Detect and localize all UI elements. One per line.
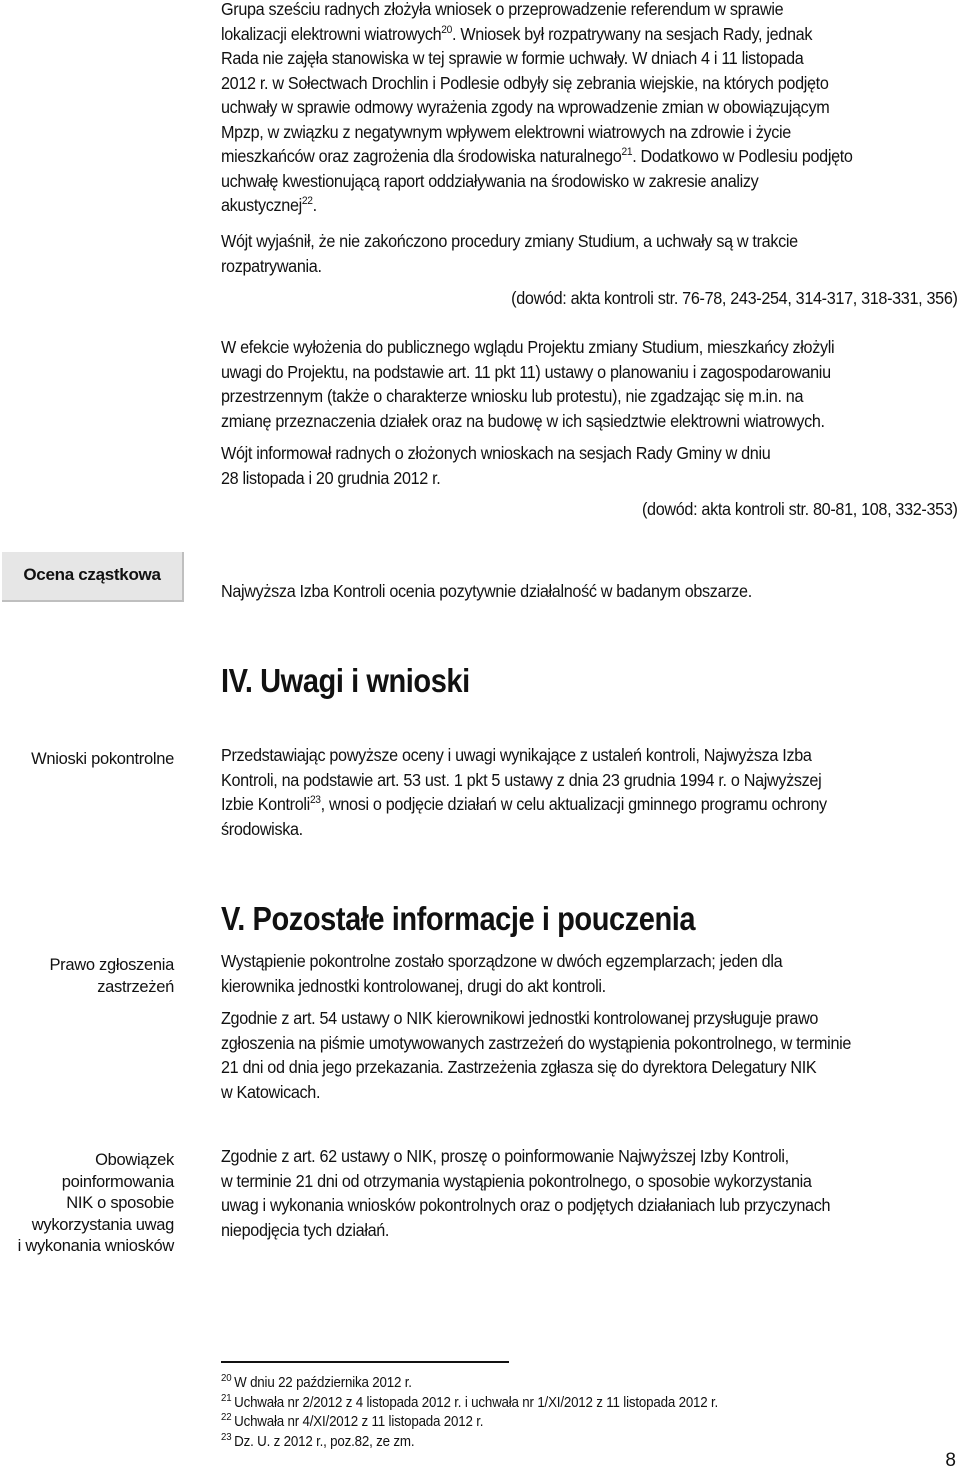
text-line: Izbie Kontroli$^{23}$, wnosi o podjęcie działań w celu aktualizacji gminnego programu ochrony (221, 794, 827, 814)
text-line: Kontroli, na podstawie art. 53 ust. 1 pkt 5 ustawy z dnia 23 grudnia 1994 r. o Najwyższej (221, 769, 822, 790)
text-line: środowiska. (221, 818, 303, 839)
text-line: uchwały w sprawie odmowy wyrażenia zgody na wprowadzenie zmian w obowiązującym (221, 97, 830, 117)
text-line: mieszkańców oraz zagrożenia dla środowiska naturalnego$^{21}$. Dodatkowo w Podlesiu podjęto (221, 146, 853, 166)
paragraph-zastrzezenia (221, 1006, 958, 1104)
paragraph-ocena (221, 579, 958, 604)
text-line: Wystąpienie pokontrolne zostało sporządzone w dwóch egzemplarzach; jeden dla (221, 951, 783, 971)
text-line: Najwyższa Izba Kontroli ocenia pozytywnie działalność w badanym obszarze. (221, 581, 752, 601)
evidence-reference (221, 497, 958, 522)
paragraph-wystapienie (221, 949, 958, 998)
text-line: Wójt wyjaśnił, że nie zakończono procedury zmiany Studium, a uchwały są w trakcie (221, 231, 798, 251)
text-line: uwagi do Projektu, na podstawie art. 11 pkt 11) ustawy o planowaniu i zagospodarowaniu (221, 361, 831, 382)
section-title-v: V. Pozostałe informacje i pouczenia (221, 900, 696, 937)
side-label-line: zastrzeżeń (97, 977, 174, 996)
footnote: $^{22}$ Uchwała nr 4/XI/2012 z 11 listopada 2012 r. (221, 1411, 484, 1431)
text-line: przestrzennym (także o charakterze wniosku lub protestu), nie zgadzając się m.in. na (221, 386, 804, 406)
footnote: $^{20}$ W dniu 22 października 2012 r. (221, 1372, 412, 1391)
footnotes (221, 1374, 718, 1452)
evidence-text: (dowód: akta kontroli str. 80-81, 108, 332-353) (641, 499, 958, 519)
side-label-line: NIK o sposobie (66, 1194, 174, 1212)
text-line: Rada nie zajęła stanowiska w tej sprawie w formie uchwały. W dniach 4 i 11 listopada (221, 48, 804, 68)
text-line: w Katowicach. (221, 1081, 321, 1102)
text-line: W efekcie wyłożenia do publicznego wglądu Projektu zmiany Studium, mieszkańcy złożyli (221, 337, 835, 357)
evidence-reference (221, 286, 958, 311)
text-line: Grupa sześciu radnych złożyła wniosek o przeprowadzenie referendum w sprawie (221, 0, 784, 19)
side-label-line: i wykonania wniosków (17, 1237, 174, 1255)
text-line: kierownika jednostki kontrolowanej, drugi do akt kontroli. (221, 975, 606, 996)
section-title-iv: IV. Uwagi i wnioski (221, 662, 470, 699)
text-line: Zgodnie z art. 62 ustawy o NIK, proszę o poinformowanie Najwyższej Izby Kontroli, (221, 1146, 789, 1166)
paragraph-wojt-info (221, 441, 958, 490)
text-line: 21 dni od dnia jego przekazania. Zastrzeżenia zgłasza się do dyrektora Delegatury NIK (221, 1057, 817, 1077)
text-line: uwag i wykonania wniosków pokontrolnych oraz o podjętych działaniach lub przyczynach (221, 1195, 831, 1215)
text-line: akustycznej$^{22}$. (221, 195, 317, 215)
text-line: 2012 r. w Sołectwach Drochlin i Podlesie odbyły się zebrania wiejskie, na których podjęto (221, 72, 829, 93)
footnote-separator (221, 1361, 509, 1363)
paragraph-effect (221, 335, 958, 433)
text-line: w terminie 21 dni od otrzymania wystąpienia pokontrolnego, o sposobie wykorzystania (221, 1170, 812, 1191)
footnote-ref: 22 (301, 195, 313, 208)
footnote-ref: 20 (441, 23, 453, 36)
footnote: $^{23}$ Dz. U. z 2012 r., poz.82, ze zm. (221, 1430, 415, 1450)
paragraph-wojt-explanation (221, 229, 958, 278)
text-line: lokalizacji elektrowni wiatrowych$^{20}$. Wniosek był rozpatrywany na sesjach Rady, jednak (221, 23, 813, 44)
footnote: $^{21}$ Uchwała nr 2/2012 z 4 listopada 2012 r. i uchwała nr 1/XI/2012 z 11 listopada 2012 r. (221, 1391, 719, 1411)
text-line: uchwałę kwestionującą raport oddziaływania na środowisko w zakresie analizy (221, 170, 759, 191)
text-line: Wójt informował radnych o złożonych wnioskach na sesjach Rady Gminy w dniu (221, 443, 771, 463)
paragraph-obowiazek (221, 1144, 958, 1242)
side-label-wnioski: Wnioski pokontrolne (31, 750, 174, 768)
side-label-line: Obowiązek (95, 1151, 174, 1169)
text-line: Zgodnie z art. 54 ustawy o NIK kierownikowi jednostki kontrolowanej przysługuje prawo (221, 1008, 819, 1028)
text-line: zgłoszenia na piśmie umotywowanych zastrzeżeń do wystąpienia pokontrolnego, w terminie (221, 1032, 852, 1053)
text-line: Mpzp, w związku z negatywnym wpływem elektrowni wiatrowych na zdrowie i życie (221, 121, 791, 142)
side-label-line: wykorzystania uwag (31, 1215, 174, 1234)
text-line: rozpatrywania. (221, 255, 322, 276)
text-line: niepodjęcia tych działań. (221, 1219, 390, 1240)
side-label-obowiazek (0, 1150, 174, 1258)
page-number: 8 (945, 1450, 956, 1471)
text-line: Przedstawiając powyższe oceny i uwagi wynikające z ustaleń kontroli, Najwyższa Izba (221, 745, 812, 765)
text-line: zmianę przeznaczenia działek oraz na budowę w ich sąsiedztwie elektrowni wiatrowych. (221, 410, 825, 431)
text-line: 28 listopada i 20 grudnia 2012 r. (221, 467, 441, 488)
paragraph-wnioski (221, 743, 958, 841)
footnote-ref: 23 (309, 794, 321, 807)
ocena-czastkowa-badge: Ocena cząstkowa (2, 552, 184, 602)
side-label-line: poinformowania (61, 1172, 174, 1191)
paragraph-referendum (221, 0, 958, 218)
evidence-text: (dowód: akta kontroli str. 76-78, 243-254, 314-317, 318-331, 356) (511, 288, 958, 308)
side-label-line: Prawo zgłoszenia (49, 956, 174, 974)
footnote-ref: 21 (621, 146, 633, 159)
side-label-prawo (0, 955, 174, 998)
